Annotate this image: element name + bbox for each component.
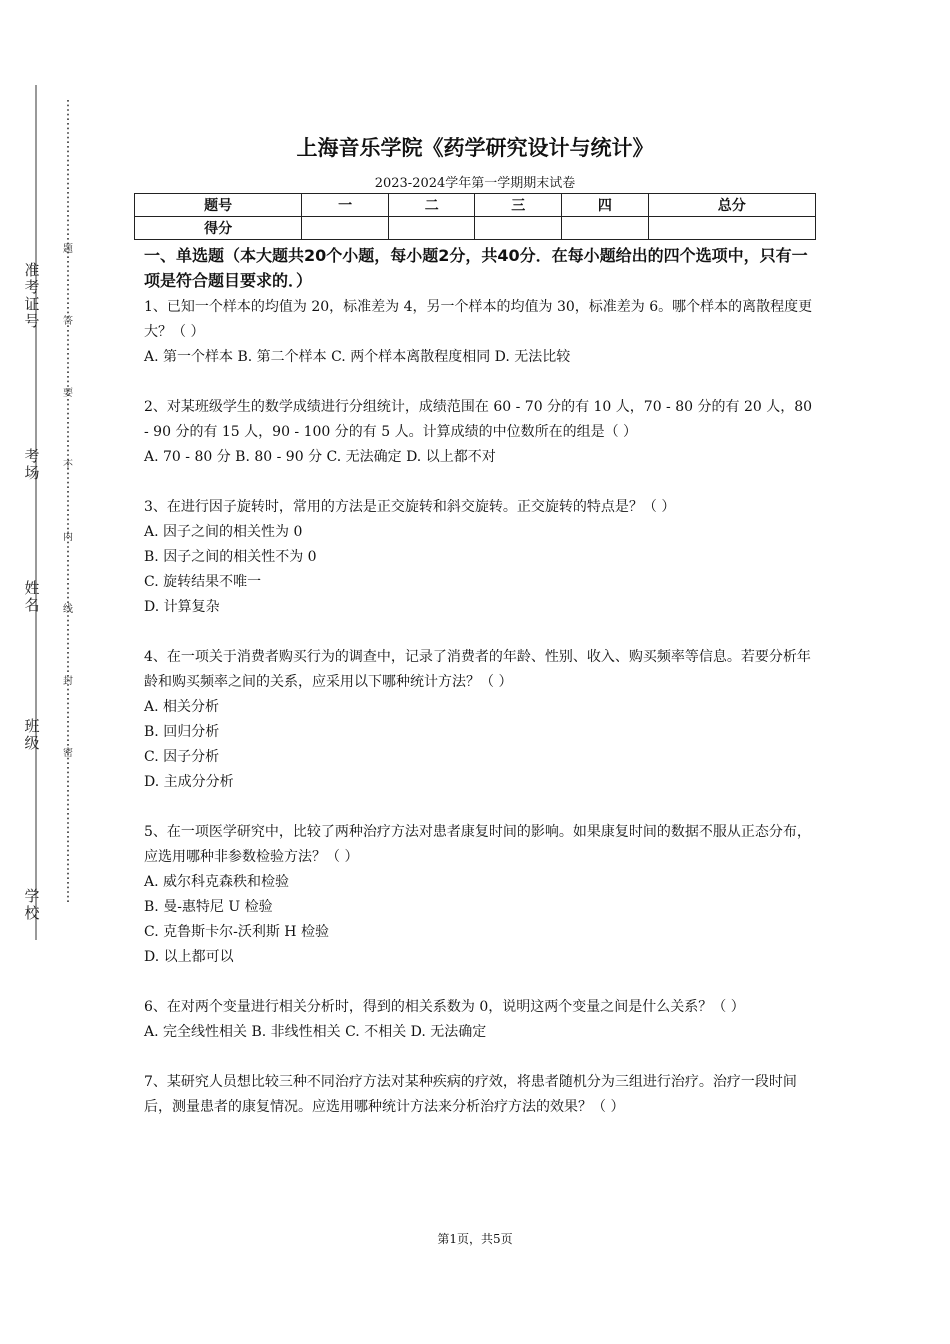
option-c: C. 克鲁斯卡尔-沃利斯 H 检验 — [144, 924, 329, 940]
option-b: B. 回归分析 — [144, 724, 220, 740]
score-table-cell: 一 — [302, 194, 389, 217]
question-4 — [144, 645, 820, 795]
score-entry-cell — [648, 217, 815, 240]
seal-char: 线 — [63, 604, 73, 615]
score-table-header-row — [135, 194, 816, 217]
class-label: 班级 — [24, 717, 40, 752]
exam-number-label: 准考证号 — [24, 261, 40, 330]
score-table-cell: 四 — [562, 194, 649, 217]
question-options: A. 完全线性相关 B. 非线性相关 C. 不相关 D. 无法确定 — [144, 1024, 487, 1040]
exam-room-label: 考场 — [24, 447, 40, 482]
question-1 — [144, 295, 820, 370]
question-7 — [144, 1070, 820, 1120]
seal-char: 不 — [63, 460, 73, 471]
seal-char: 答 — [63, 316, 73, 327]
question-stem: 4、在一项关于消费者购买行为的调查中，记录了消费者的年龄、性别、收入、购买频率等信息。若要分析年龄和购买频率之间的关系，应采用以下哪种统计方法？（ ） — [144, 649, 811, 690]
student-name-label: 姓名 — [24, 579, 40, 614]
seal-char: 封 — [63, 676, 73, 687]
option-a: A. 相关分析 — [144, 699, 220, 715]
question-stem: 1、已知一个样本的均值为 20，标准差为 4，另一个样本的均值为 30，标准差为 6。哪个样本的离散程度更大？（ ） — [144, 299, 813, 340]
option-d: D. 主成分分析 — [144, 774, 234, 790]
question-6 — [144, 995, 820, 1045]
score-table — [134, 193, 816, 240]
option-a: A. 威尔科克森秩和检验 — [144, 874, 290, 890]
question-list — [144, 295, 820, 1145]
question-3 — [144, 495, 820, 620]
exam-subtitle: 2023-2024学年第一学期期末试卷 — [374, 176, 576, 191]
score-table-cell: 题号 — [135, 194, 302, 217]
option-c: C. 因子分析 — [144, 749, 220, 765]
score-entry-cell — [475, 217, 562, 240]
exam-title: 上海音乐学院《药学研究设计与统计》 — [296, 136, 654, 160]
option-c: C. 旋转结果不唯一 — [144, 574, 262, 590]
question-stem: 2、对某班级学生的数学成绩进行分组统计，成绩范围在 60 - 70 分的有 10 人，70 - 80 分的有 20 人，80 - 90 分的有 15 人，90 - 100 分的有 5 人。计算成绩的中位数所在的组是（ ） — [144, 399, 813, 440]
question-2 — [144, 395, 820, 470]
section-heading: 一、单选题（本大题共20个小题，每小题2分，共40分．在每小题给出的四个选项中，只有一项是符合题目要求的．） — [144, 246, 808, 290]
question-stem: 5、在一项医学研究中，比较了两种治疗方法对患者康复时间的影响。如果康复时间的数据不服从正态分布，应选用哪种非参数检验方法？（ ） — [144, 824, 811, 865]
question-options: A. 70 - 80 分 B. 80 - 90 分 C. 无法确定 D. 以上都不对 — [144, 449, 496, 465]
question-5 — [144, 820, 820, 970]
score-entry-cell — [302, 217, 389, 240]
question-stem: 7、某研究人员想比较三种不同治疗方法对某种疾病的疗效，将患者随机分为三组进行治疗。治疗一段时间后，测量患者的康复情况。应选用哪种统计方法来分析治疗方法的效果？（ ） — [144, 1074, 797, 1115]
page-number: 第1页，共5页 — [437, 1232, 513, 1246]
seal-char: 密 — [63, 748, 73, 759]
option-b: B. 因子之间的相关性不为 0 — [144, 549, 317, 565]
seal-char: 内 — [63, 532, 73, 543]
binding-margin-lines — [0, 0, 100, 1344]
score-entry-cell — [388, 217, 475, 240]
question-options: A. 第一个样本 B. 第二个样本 C. 两个样本离散程度相同 D. 无法比较 — [144, 349, 571, 365]
option-d: D. 计算复杂 — [144, 599, 220, 615]
score-table-cell: 总分 — [648, 194, 815, 217]
score-table-score-row — [135, 217, 816, 240]
option-b: B. 曼-惠特尼 U 检验 — [144, 899, 273, 915]
school-label: 学校 — [24, 887, 40, 922]
score-entry-cell — [562, 217, 649, 240]
option-a: A. 因子之间的相关性为 0 — [144, 524, 303, 540]
option-d: D. 以上都可以 — [144, 949, 234, 965]
score-table-cell: 得分 — [135, 217, 302, 240]
seal-char: 要 — [63, 388, 73, 399]
seal-char: 题 — [63, 244, 73, 255]
question-stem: 6、在对两个变量进行相关分析时，得到的相关系数为 0，说明这两个变量之间是什么关系？（ ） — [144, 999, 745, 1015]
score-table-cell: 二 — [388, 194, 475, 217]
score-table-cell: 三 — [475, 194, 562, 217]
question-stem: 3、在进行因子旋转时，常用的方法是正交旋转和斜交旋转。正交旋转的特点是？（ ） — [144, 499, 676, 515]
